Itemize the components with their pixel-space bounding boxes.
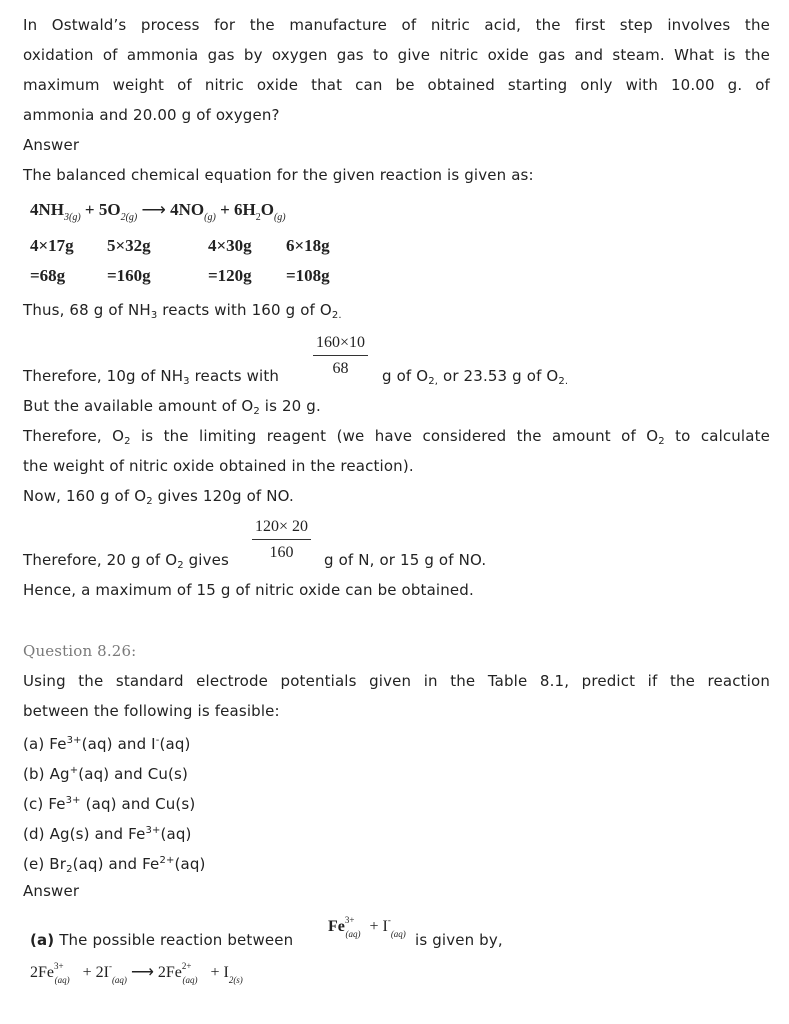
intro-line-4: ammonia and 20.00 g of oxygen? (23, 106, 280, 124)
option-e-mid: (aq) and Fe (72, 855, 160, 873)
inline-i-sup: - (387, 915, 391, 925)
thus-mid: reacts with 160 g of O (157, 301, 332, 319)
eq1-plus-h2o: + 6H (220, 200, 256, 219)
inline-i-sub: (aq) (390, 929, 406, 939)
therefore1-sub1: 3 (183, 376, 190, 387)
available-sub: 2 (253, 406, 260, 417)
option-e-pre: (e) Br (23, 855, 67, 873)
inline-reactants (328, 915, 406, 939)
option-c (23, 791, 195, 814)
eq2-fe2-sup: 2+ (181, 961, 192, 971)
therefore-line-2-tail: g of N, or 15 g of NO. (324, 551, 487, 569)
intro-line-1: In Ostwald’s process for the manufacture of nitric acid, the first step involves the (23, 16, 770, 34)
option-e (23, 851, 206, 880)
eq1-reactant-nh3: 4NH (30, 200, 64, 219)
option-b-pre: (b) Ag (23, 765, 70, 783)
therefore2-pre: Therefore, 20 g of O (23, 551, 178, 569)
mass-c-2: =120g (208, 266, 252, 285)
eq2-fe3-sup: 3+ (54, 961, 64, 971)
limiting-line-1 (23, 426, 770, 452)
eq1-h2o-state: (g) (273, 212, 286, 223)
eq1-no-state: (g) (204, 212, 216, 223)
equation-fe-i (30, 961, 243, 985)
eq2-2fe: 2Fe (30, 964, 54, 981)
option-b (23, 761, 188, 784)
part-a-line (30, 930, 293, 950)
fraction-160x10-over-68 (313, 334, 368, 378)
eq1-h2-sub: 2 (255, 212, 261, 223)
limiting-post: to calculate (664, 427, 771, 445)
limiting-pre: Therefore, O (23, 427, 125, 445)
answer-label-2: Answer (23, 882, 80, 900)
mass-b-1: 5×32g (107, 236, 151, 255)
fraction-2-numerator: 120× 20 (252, 518, 311, 540)
now-pre: Now, 160 g of O (23, 487, 147, 505)
therefore-line-1-tail (382, 366, 568, 392)
eq2-fe2-sub: (aq) (182, 975, 198, 985)
mass-a-2: =68g (30, 266, 66, 285)
now-sub: 2 (146, 496, 153, 507)
mass-b-2: =160g (107, 266, 151, 285)
eq1-arrow: ⟶ (141, 200, 166, 219)
answer-label: Answer (23, 136, 80, 154)
question-line-2: between the following is feasible: (23, 702, 280, 720)
eq2-plus-i2: + I (210, 964, 229, 981)
mass-c-1: 4×30g (208, 236, 252, 255)
mass-d-1: 6×18g (286, 236, 330, 255)
option-e-post: (aq) (174, 855, 206, 873)
limiting-mid: is the limiting reagent (we have considered the amount of O (130, 427, 659, 445)
therefore1-mid: reacts with (189, 367, 280, 385)
eq2-arrow: ⟶ (130, 964, 154, 981)
inline-plus-i: + I (369, 918, 388, 935)
mass-a-1: 4×17g (30, 236, 74, 255)
available-post: is 20 g. (259, 397, 321, 415)
therefore1-sub2: 2, (428, 376, 439, 387)
eq2-plus-2i: + 2I (82, 964, 109, 981)
option-e-sub: 2 (66, 864, 73, 875)
fraction-1-numerator: 160×10 (313, 334, 368, 356)
part-a-label: (a) (30, 931, 55, 949)
option-c-post: (aq) and Cu(s) (80, 795, 196, 813)
option-d-pre: (d) Ag(s) and Fe (23, 825, 146, 843)
eq2-fe3-sub: (aq) (54, 975, 70, 985)
option-b-post: (aq) and Cu(s) (78, 765, 188, 783)
eq2-i2-sub: 2(s) (228, 975, 243, 985)
now-line (23, 486, 294, 512)
fraction-1-denominator: 68 (332, 360, 349, 377)
limiting-sub2: 2 (658, 436, 665, 447)
option-a-sup2: - (155, 735, 160, 746)
eq1-product-no: 4NO (170, 200, 205, 219)
eq1-o2-state: 2(g) (120, 212, 138, 223)
available-line (23, 396, 321, 422)
question-line-1: Using the standard electrode potentials given in the Table 8.1, predict if the reaction (23, 672, 770, 690)
eq1-nh3-state: 3(g) (64, 212, 81, 223)
option-a-post: (aq) (159, 735, 191, 753)
therefore1-tail: or 23.53 g of O (438, 367, 559, 385)
balanced-intro: The balanced chemical equation for the given reaction is given as: (23, 166, 534, 184)
eq1-plus-o2: + 5O (84, 200, 121, 219)
option-c-pre: (c) Fe (23, 795, 66, 813)
thus-line (23, 300, 342, 326)
inline-fe-sub: (aq) (345, 929, 361, 939)
option-e-sup: 2+ (159, 855, 175, 866)
option-c-sup: 3+ (65, 795, 81, 806)
therefore-line-2 (23, 550, 229, 576)
therefore2-sub: 2 (177, 560, 184, 571)
part-a-text: The possible reaction between (54, 931, 294, 949)
thus-pre: Thus, 68 g of NH (23, 301, 151, 319)
part-a-tail: is given by, (415, 931, 503, 949)
intro-line-2: oxidation of ammonia gas by oxygen gas to give nitric oxide gas and steam. What is the (23, 46, 770, 64)
option-a-pre: (a) Fe (23, 735, 67, 753)
mass-d-2: =108g (286, 266, 330, 285)
thus-sub2: 2. (331, 310, 342, 321)
therefore-line-1 (23, 366, 279, 392)
option-d (23, 821, 192, 844)
eq2-2fe2: 2Fe (157, 964, 182, 981)
equation-nh3-oxidation (30, 200, 286, 223)
option-d-post: (aq) (160, 825, 192, 843)
limiting-sub1: 2 (124, 436, 131, 447)
therefore2-mid: gives (183, 551, 229, 569)
option-a-sup: 3+ (66, 735, 82, 746)
fraction-120x20-over-160 (252, 518, 311, 562)
now-post: gives 120g of NO. (152, 487, 294, 505)
eq1-h2o-o: O (260, 200, 274, 219)
inline-fe: Fe (328, 918, 345, 935)
therefore1-pre: Therefore, 10g of NH (23, 367, 184, 385)
therefore1-sub3: 2. (558, 376, 569, 387)
option-a (23, 731, 191, 754)
question-header: Question 8.26: (23, 642, 137, 660)
available-pre: But the available amount of O (23, 397, 254, 415)
thus-sub1: 3 (150, 310, 158, 321)
eq2-i-sup: - (108, 961, 112, 971)
fraction-2-denominator: 160 (269, 544, 294, 561)
therefore1-after: g of O (382, 367, 429, 385)
intro-line-3: maximum weight of nitric oxide that can be obtained starting only with 10.00 g. of (23, 76, 770, 94)
limiting-line-2: the weight of nitric oxide obtained in the reaction). (23, 457, 414, 475)
option-d-sup: 3+ (145, 825, 161, 836)
option-a-mid: (aq) and I (81, 735, 156, 753)
option-b-sup: + (69, 765, 79, 776)
inline-fe-sup: 3+ (344, 915, 355, 925)
hence-line: Hence, a maximum of 15 g of nitric oxide can be obtained. (23, 581, 474, 599)
eq2-i-sub: (aq) (111, 975, 127, 985)
